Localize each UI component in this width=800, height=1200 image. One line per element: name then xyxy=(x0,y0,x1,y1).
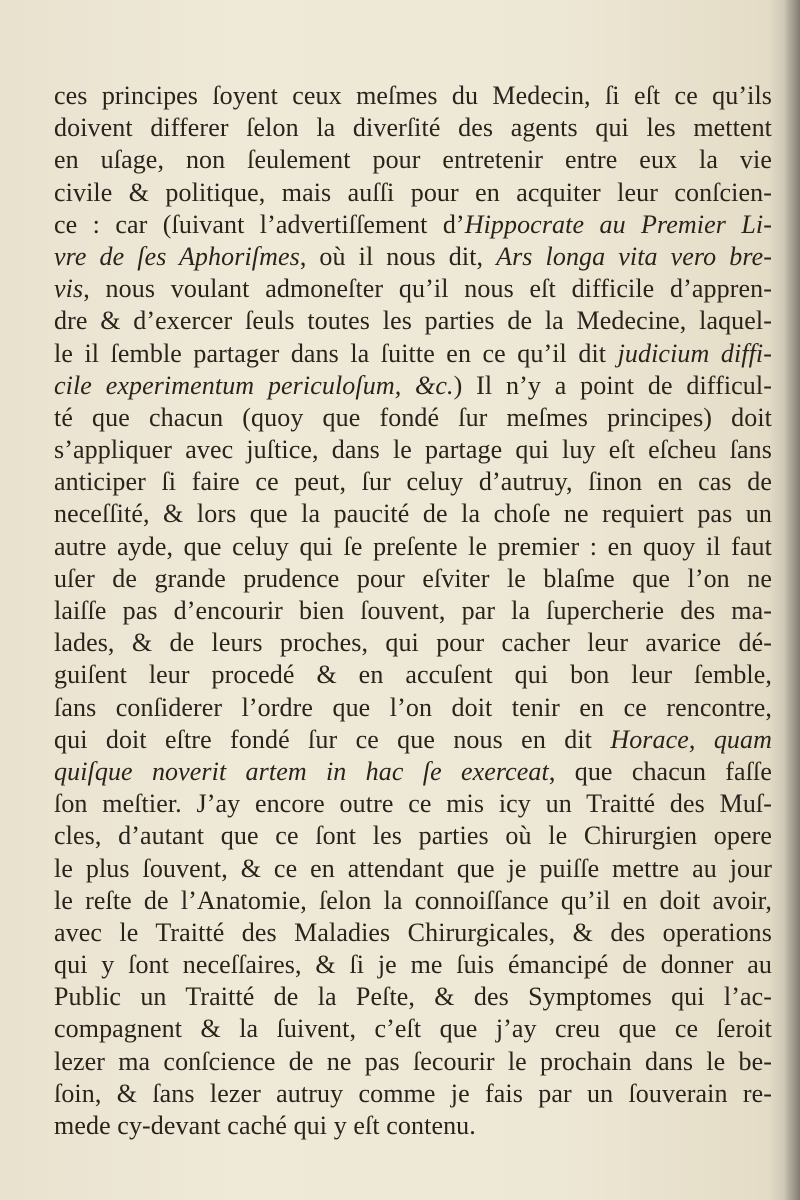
text-line xyxy=(54,820,772,852)
text-segment: guiſent leur procedé & en accuſent qui bon leur ſemble, xyxy=(54,660,772,690)
text-segment: cles, d’autant que ce ſont les parties où le Chirurgien opere xyxy=(54,821,772,851)
text-segment: lezer ma conſcience de ne pas ſecourir le prochain dans le be- xyxy=(54,1046,772,1076)
text-line xyxy=(54,531,772,563)
text-segment: en uſage, non ſeulement pour entretenir entre eux la vie xyxy=(54,145,772,175)
text-segment: lades, & de leurs proches, qui pour cacher leur avarice dé- xyxy=(54,628,772,658)
text-segment: mede cy-devant caché qui y eſt contenu. xyxy=(54,1111,476,1140)
text-segment: ce : car (ſuivant l’advertiſſement d’ xyxy=(54,209,465,239)
text-segment: té que chacun (quoy que fondé ſur meſmes principes) doit xyxy=(54,402,772,432)
text-line xyxy=(54,466,772,498)
text-segment: neceſſité, & lors que la paucité de la choſe ne requiert pas un xyxy=(54,499,772,529)
italic-text-segment: judicium diffi- xyxy=(617,338,772,368)
text-line xyxy=(54,885,772,917)
text-line xyxy=(54,1046,772,1078)
text-line xyxy=(54,1013,772,1045)
text-line xyxy=(54,241,772,273)
text-line xyxy=(54,338,772,370)
text-line xyxy=(54,370,772,402)
text-line xyxy=(54,756,772,788)
text-line xyxy=(54,692,772,724)
text-line xyxy=(54,144,772,176)
text-segment: ſoin, & ſans lezer autruy comme je fais par un ſouverain re- xyxy=(54,1078,772,1108)
text-segment: doivent differer ſelon la diverſité des agents qui les mettent xyxy=(54,113,772,143)
text-line xyxy=(54,563,772,595)
text-line xyxy=(54,949,772,981)
text-line xyxy=(54,80,772,112)
text-line xyxy=(54,112,772,144)
text-line xyxy=(54,853,772,885)
text-segment: qui doit eſtre fondé ſur ce que nous en dit xyxy=(54,724,611,754)
text-segment: uſer de grande prudence pour eſviter le blaſme que l’on ne xyxy=(54,563,772,593)
text-line xyxy=(54,498,772,530)
text-line xyxy=(54,724,772,756)
text-segment: ) Il n’y a point de difficul- xyxy=(453,370,772,400)
text-segment: ſans conſiderer l’ordre que l’on doit tenir en ce rencontre, xyxy=(54,692,772,722)
text-segment: ſon meſtier. J’ay encore outre ce mis icy un Traitté des Muſ- xyxy=(54,789,772,819)
text-segment: le reſte de l’Anatomie, ſelon la connoiſſance qu’il en doit avoir, xyxy=(54,885,772,915)
page-edge-shadow xyxy=(784,0,800,1200)
italic-text-segment: Ars longa vita vero bre- xyxy=(496,241,772,271)
italic-text-segment: Horace, quam xyxy=(610,724,772,754)
text-line xyxy=(54,305,772,337)
text-segment: compagnent & la ſuivent, c’eſt que j’ay creu que ce ſeroit xyxy=(54,1014,772,1044)
body-text xyxy=(54,80,772,1142)
text-segment: le plus ſouvent, & ce en attendant que je puiſſe mettre au jour xyxy=(54,853,772,883)
text-line xyxy=(54,981,772,1013)
italic-text-segment: Hippocrate au Premier Li- xyxy=(464,209,772,239)
italic-text-segment: vre de ſes Aphoriſmes xyxy=(54,241,300,271)
text-segment: , que chacun faſſe xyxy=(548,756,772,786)
italic-text-segment: cile experimentum periculoſum, &c. xyxy=(54,370,454,400)
text-segment: Public un Traitté de la Peſte, & des Symptomes qui l’ac- xyxy=(54,982,772,1012)
text-segment: laiſſe pas d’encourir bien ſouvent, par la ſupercherie des ma- xyxy=(54,596,772,625)
text-line xyxy=(54,402,772,434)
text-line xyxy=(54,1110,772,1142)
text-line xyxy=(54,788,772,820)
text-segment: le il ſemble partager dans la ſuitte en ce qu’il dit xyxy=(54,338,618,368)
text-segment: qui y ſont neceſſaires, & ſi je me ſuis émancipé de donner au xyxy=(54,950,772,980)
italic-text-segment: vis xyxy=(54,274,84,304)
text-line xyxy=(54,917,772,949)
text-segment: s’appliquer avec juſtice, dans le partage qui luy eſt eſcheu ſans xyxy=(54,435,772,465)
text-line xyxy=(54,177,772,209)
text-segment: , où il nous dit, xyxy=(299,241,497,271)
text-segment: ces principes ſoyent ceux meſmes du Medecin, ſi eſt ce qu’ils xyxy=(54,81,772,110)
text-segment: dre & d’exercer ſeuls toutes les parties de la Medecine, laquel- xyxy=(54,306,772,336)
text-segment: autre ayde, que celuy qui ſe preſente le premier : en quoy il faut xyxy=(54,531,772,561)
text-segment: , nous voulant admoneſter qu’il nous eſt difficile d’appren- xyxy=(83,274,772,304)
text-segment: anticiper ſi faire ce peut, ſur celuy d’autruy, ſinon en cas de xyxy=(54,467,772,497)
text-line xyxy=(54,659,772,691)
text-line xyxy=(54,595,772,627)
text-line xyxy=(54,273,772,305)
text-line xyxy=(54,209,772,241)
text-line xyxy=(54,627,772,659)
text-segment: avec le Traitté des Maladies Chirurgicales, & des operations xyxy=(54,917,772,947)
text-segment: civile & politique, mais auſſi pour en acquiter leur conſcien- xyxy=(54,177,772,207)
italic-text-segment: quiſque noverit artem in hac ſe exerceat xyxy=(54,756,549,786)
text-line xyxy=(54,434,772,466)
text-line xyxy=(54,1078,772,1110)
